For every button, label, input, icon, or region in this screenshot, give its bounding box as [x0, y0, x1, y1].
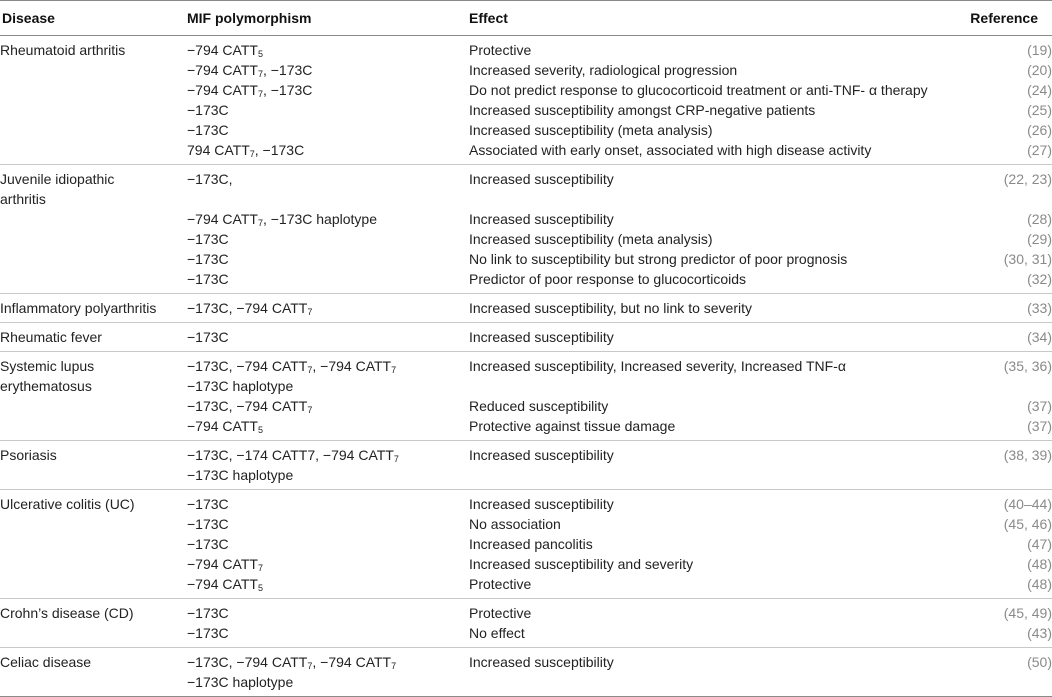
disease-group [0, 648, 1052, 697]
effect-cell: Reduced susceptibility [469, 398, 609, 414]
header-row [0, 1, 1052, 36]
reference-cell: (29) [1027, 231, 1052, 247]
disease-name-line: arthritis [0, 191, 46, 207]
reference-cell: (45, 46) [1003, 516, 1052, 532]
polymorphism-cell [187, 554, 469, 574]
polymorphism-cell [187, 80, 469, 100]
polymorphism-cell [187, 209, 469, 229]
disease-cell [0, 441, 187, 490]
disease-cell [0, 249, 187, 269]
polymorphism-cell [187, 599, 469, 624]
table-row [0, 574, 1052, 599]
reference-cell: (22, 23) [1003, 171, 1052, 187]
effect-cell: Increased susceptibility [469, 171, 614, 187]
polymorphism-cell [187, 441, 469, 490]
reference-cell: (47) [1027, 536, 1052, 552]
disease-cell [0, 36, 187, 61]
header-polymorphism: MIF polymorphism [187, 1, 469, 36]
effect-cell: Protective [469, 42, 532, 58]
disease-group [0, 294, 1052, 323]
table-row [0, 209, 1052, 229]
disease-cell [0, 599, 187, 624]
disease-name-line: Psoriasis [0, 447, 57, 463]
polymorphism-line: −173C, −794 $CATT_7$ [187, 398, 313, 415]
polymorphism-line: −794 $CATT_5$ [187, 418, 263, 435]
reference-cell: (38, 39) [1003, 447, 1052, 463]
polymorphism-cell [187, 165, 469, 210]
reference-cell: (34) [1027, 329, 1052, 345]
reference-cell: (19) [1027, 42, 1052, 58]
polymorphism-line: −794 $CATT_5$ [187, 576, 263, 593]
reference-cell: (20) [1027, 62, 1052, 78]
polymorphism-line: −794 $CATT_7$ [187, 556, 263, 573]
effect-cell: No link to susceptibility but strong predictor of poor prognosis [469, 251, 848, 267]
disease-cell [0, 623, 187, 648]
table-row [0, 623, 1052, 648]
polymorphism-cell [187, 294, 469, 323]
table-row [0, 396, 1052, 416]
table-row [0, 352, 1052, 397]
polymorphism-cell [187, 352, 469, 397]
reference-cell: (27) [1027, 142, 1052, 158]
disease-cell [0, 648, 187, 697]
reference-cell: (26) [1027, 122, 1052, 138]
table-row [0, 599, 1052, 624]
disease-cell [0, 209, 187, 229]
polymorphism-line: −173C haplotype [187, 467, 294, 483]
polymorphism-line: −173C [187, 271, 229, 287]
table-row [0, 140, 1052, 165]
effect-cell: Protective against tissue damage [469, 418, 676, 434]
polymorphism-cell [187, 100, 469, 120]
polymorphism-line: −173C [187, 496, 229, 512]
table-header [0, 1, 1052, 36]
polymorphism-line: −173C [187, 231, 229, 247]
table-row [0, 441, 1052, 490]
disease-name-line: Inflammatory polyarthritis [0, 300, 157, 316]
effect-cell: Increased susceptibility and severity [469, 556, 694, 572]
disease-cell [0, 534, 187, 554]
disease-group [0, 441, 1052, 490]
reference-cell: (43) [1027, 625, 1052, 641]
effect-cell: Increased susceptibility [469, 329, 614, 345]
table-row [0, 165, 1052, 210]
polymorphism-line: −794 $CATT_7$, −173C [187, 62, 313, 79]
polymorphism-line: −173C [187, 251, 229, 267]
effect-cell: Increased susceptibility [469, 211, 614, 227]
disease-name-line: erythematosus [0, 378, 92, 394]
polymorphism-line: −173C, [187, 171, 233, 187]
effect-cell: Increased susceptibility, but no link to severity [469, 300, 752, 316]
disease-cell [0, 294, 187, 323]
disease-cell [0, 323, 187, 352]
disease-cell [0, 416, 187, 441]
effect-cell: Increased susceptibility amongst CRP-negative patients [469, 102, 816, 118]
header-effect: Effect [469, 1, 947, 36]
table-row [0, 554, 1052, 574]
polymorphism-cell [187, 269, 469, 294]
disease-cell [0, 514, 187, 534]
polymorphism-cell [187, 60, 469, 80]
effect-cell: Protective [469, 576, 532, 592]
reference-cell: (37) [1027, 418, 1052, 434]
reference-cell: (48) [1027, 556, 1052, 572]
polymorphism-line: −173C, −794 $CATT_7$ [187, 300, 313, 317]
polymorphism-cell [187, 229, 469, 249]
table-row [0, 120, 1052, 140]
polymorphism-cell [187, 574, 469, 599]
polymorphism-cell [187, 514, 469, 534]
disease-cell [0, 80, 187, 100]
polymorphism-line: −173C [187, 605, 229, 621]
reference-cell: (35, 36) [1003, 358, 1052, 374]
disease-group [0, 323, 1052, 352]
effect-cell: Increased severity, radiological progression [469, 62, 738, 78]
reference-cell: (33) [1027, 300, 1052, 316]
polymorphism-cell [187, 140, 469, 165]
disease-cell [0, 60, 187, 80]
reference-cell: (25) [1027, 102, 1052, 118]
reference-cell: (40–44) [1003, 496, 1052, 512]
polymorphism-line: −173C, −174 CATT7, −794 $CATT_7$ [187, 447, 399, 464]
effect-cell: Increased susceptibility, Increased severity, Increased TNF-α [469, 358, 846, 374]
table-row [0, 269, 1052, 294]
disease-cell [0, 352, 187, 397]
polymorphism-cell [187, 623, 469, 648]
disease-cell [0, 574, 187, 599]
polymorphism-line: −794 $CATT_7$, −173C [187, 82, 313, 99]
polymorphism-line: −794 $CATT_5$ [187, 42, 263, 59]
disease-cell [0, 100, 187, 120]
disease-cell [0, 120, 187, 140]
table-row [0, 416, 1052, 441]
disease-cell [0, 165, 187, 210]
polymorphism-line: −173C [187, 625, 229, 641]
effect-cell: Increased susceptibility [469, 447, 614, 463]
effect-cell: Protective [469, 605, 532, 621]
polymorphism-cell [187, 120, 469, 140]
polymorphism-line: −173C [187, 329, 229, 345]
disease-name-line: Crohn’s disease (CD) [0, 605, 134, 621]
disease-cell [0, 140, 187, 165]
table-row [0, 490, 1052, 515]
reference-cell: (48) [1027, 576, 1052, 592]
disease-group [0, 165, 1052, 294]
disease-cell [0, 554, 187, 574]
effect-cell: No association [469, 516, 561, 532]
polymorphism-line: 794 $CATT_7$, −173C [187, 142, 305, 159]
disease-group [0, 352, 1052, 441]
disease-cell [0, 396, 187, 416]
table-row [0, 60, 1052, 80]
effect-cell: Increased susceptibility [469, 496, 614, 512]
table-row [0, 100, 1052, 120]
table-row [0, 534, 1052, 554]
effect-cell: Increased pancolitis [469, 536, 593, 552]
disease-name-line: Juvenile idiopathic [0, 171, 115, 187]
effect-cell: Increased susceptibility (meta analysis) [469, 231, 713, 247]
polymorphism-line: −173C [187, 516, 229, 532]
polymorphism-cell [187, 249, 469, 269]
polymorphism-line: −794 $CATT_7$, −173C haplotype [187, 211, 377, 228]
effect-cell: Increased susceptibility (meta analysis) [469, 122, 713, 138]
disease-name-line: Systemic lupus [0, 358, 95, 374]
disease-name-line: Rheumatoid arthritis [0, 42, 126, 58]
polymorphism-cell [187, 416, 469, 441]
polymorphism-cell [187, 396, 469, 416]
disease-cell [0, 229, 187, 249]
disease-group [0, 36, 1052, 165]
table-row [0, 36, 1052, 61]
polymorphism-cell [187, 490, 469, 515]
disease-group [0, 599, 1052, 648]
reference-cell: (24) [1027, 82, 1052, 98]
table-row [0, 514, 1052, 534]
table-row [0, 648, 1052, 697]
table-row [0, 249, 1052, 269]
reference-cell: (28) [1027, 211, 1052, 227]
header-disease: Disease [0, 1, 187, 36]
table-row [0, 229, 1052, 249]
disease-name-line: Ulcerative colitis (UC) [0, 496, 135, 512]
effect-cell: Do not predict response to glucocorticoid treatment or anti-TNF- α therapy [469, 82, 928, 98]
polymorphism-cell [187, 323, 469, 352]
reference-cell: (37) [1027, 398, 1052, 414]
polymorphism-cell [187, 534, 469, 554]
effect-cell: No effect [469, 625, 525, 641]
polymorphism-line: −173C haplotype [187, 378, 294, 394]
polymorphism-line: −173C, −794 $CATT_7$, −794 $CATT_7$ [187, 654, 397, 671]
disease-name-line: Celiac disease [0, 654, 92, 670]
disease-cell [0, 490, 187, 515]
disease-name-line: Rheumatic fever [0, 329, 102, 345]
reference-cell: (32) [1027, 271, 1052, 287]
polymorphism-line: −173C, −794 $CATT_7$, −794 $CATT_7$ [187, 358, 397, 375]
reference-cell: (45, 49) [1003, 605, 1052, 621]
polymorphism-line: −173C [187, 536, 229, 552]
polymorphism-cell [187, 36, 469, 61]
disease-group [0, 490, 1052, 599]
polymorphism-line: −173C haplotype [187, 674, 294, 690]
header-reference: Reference [947, 1, 1052, 36]
reference-cell: (50) [1027, 654, 1052, 670]
disease-cell [0, 269, 187, 294]
polymorphism-line: −173C [187, 122, 229, 138]
table-row [0, 323, 1052, 352]
effect-cell: Increased susceptibility [469, 654, 614, 670]
polymorphism-cell [187, 648, 469, 697]
effect-cell: Predictor of poor response to glucocorticoids [469, 271, 747, 287]
effect-cell: Associated with early onset, associated with high disease activity [469, 142, 872, 158]
table-row [0, 294, 1052, 323]
table-row [0, 80, 1052, 100]
polymorphism-line: −173C [187, 102, 229, 118]
reference-cell: (30, 31) [1003, 251, 1052, 267]
